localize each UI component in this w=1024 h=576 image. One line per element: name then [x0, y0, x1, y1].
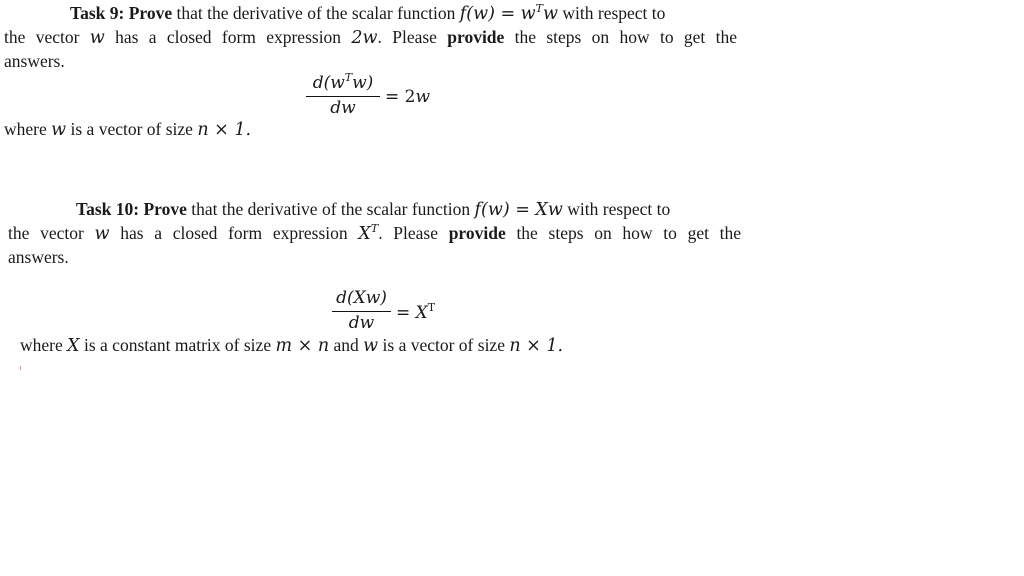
task10-prove: Prove	[143, 199, 187, 219]
task9-equation-rhs: = 2w	[385, 87, 431, 107]
task10-equation-numerator: d(Xw)	[336, 288, 387, 308]
task9-provide: provide	[447, 27, 505, 47]
task9-line3: answers.	[4, 51, 65, 71]
task10-paragraph	[8, 198, 741, 269]
task10-expression: $X^T$	[358, 222, 379, 244]
task9-prove: Prove	[128, 3, 173, 23]
task10-line3: answers.	[8, 247, 69, 267]
task10-equation-denominator: dw	[348, 313, 375, 333]
task9-label: Task 9:	[70, 3, 125, 23]
task10-matrix-size: m × n	[275, 336, 330, 356]
task10-where: where X is a constant matrix of size m × n and w is a vector of size n × 1.	[20, 335, 564, 356]
task9-line2: the vector w has a closed form expression 2w. Please provide the steps on how to get the	[4, 27, 737, 48]
task9-where: where w is a vector of size n × 1.	[4, 119, 252, 140]
task10-line1	[8, 198, 741, 222]
task10-line2: the vector w has a closed form expression $X^T$. Please provide the steps on how to get the	[8, 222, 742, 244]
task10-label: Task 10:	[76, 199, 140, 219]
task9-equation-numerator: $d(w^Tw)$	[312, 71, 374, 93]
task9-equation-fraction	[306, 73, 380, 118]
task9-text1: that the derivative of the scalar function	[176, 3, 456, 23]
task9-equation-denominator: dw	[330, 98, 356, 118]
task9-line1	[4, 2, 737, 26]
task10-text1: that the derivative of the scalar function	[191, 199, 471, 219]
task9-paragraph	[4, 2, 737, 73]
task10-equation-rhs: = $X^T$	[396, 301, 436, 323]
task10-vector-size: n × 1.	[509, 336, 564, 356]
task10-equation-fraction	[332, 288, 391, 333]
task10-text2: with respect to	[567, 199, 671, 219]
text-cursor-mark	[20, 366, 21, 370]
task10-function: f(w) = Xw	[474, 200, 563, 220]
task9-size: n × 1.	[197, 120, 252, 140]
task9-text2: with respect to	[562, 3, 666, 23]
task9-function: $f(w) = w^Tw$	[459, 2, 558, 24]
task10-provide: provide	[448, 223, 506, 243]
task9-expression: 2w	[351, 28, 378, 48]
